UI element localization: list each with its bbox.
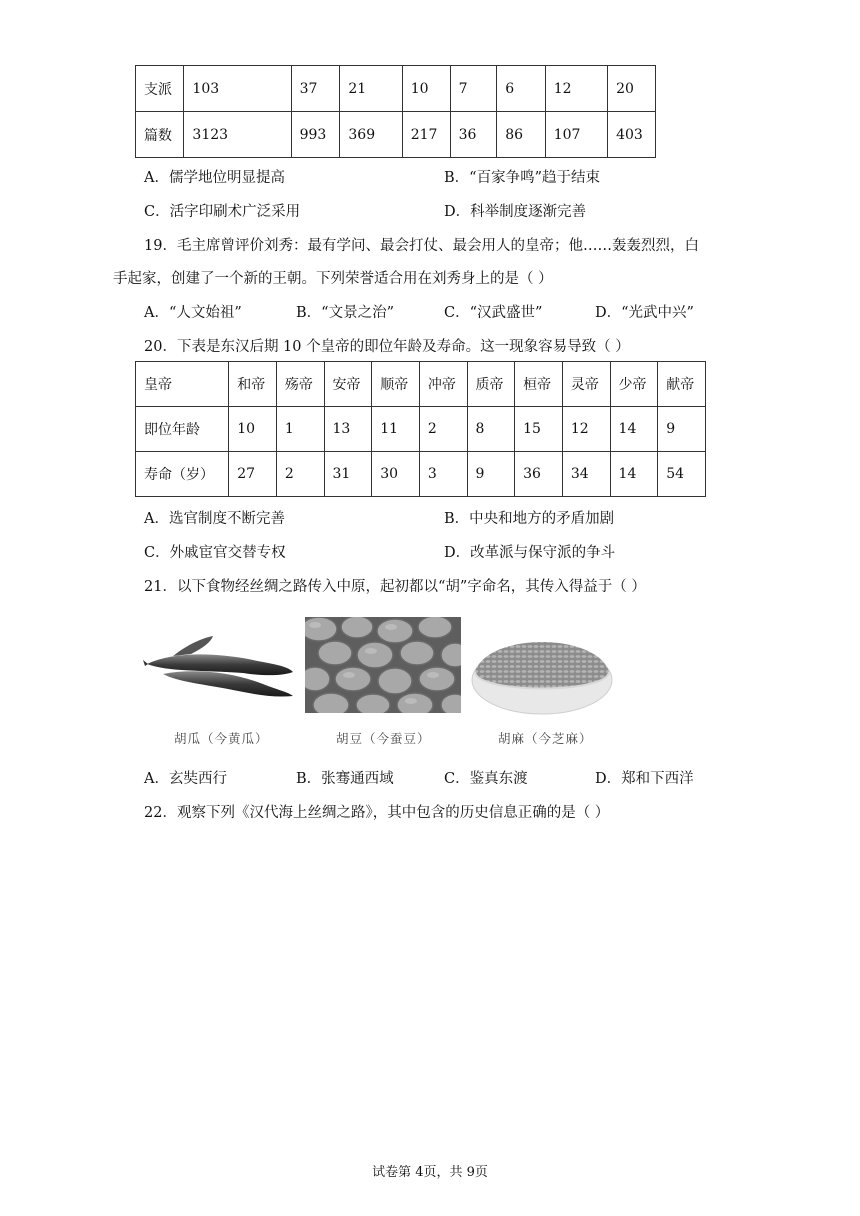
table-cell: 34 [562, 452, 610, 497]
table-cell: 2 [419, 407, 467, 452]
q19-stem-line2: 手起家，创建了一个新的王朝。下列荣誉适合用在刘秀身上的是（ ） [113, 271, 553, 287]
caption-broad-bean: 胡豆（今蚕豆） [336, 731, 431, 746]
table-cell: 和帝 [229, 362, 277, 407]
q21-stem: 21．以下食物经丝绸之路传入中原，起初都以“胡”字命名，其传入得益于（ ） [144, 579, 646, 595]
table-row [136, 112, 656, 158]
table-cell: 86 [497, 112, 546, 158]
table-cell: 灵帝 [562, 362, 610, 407]
table-cell: 冲帝 [419, 362, 467, 407]
q21-option-c: C．鉴真东渡 [444, 771, 528, 787]
table-cell: 15 [515, 407, 563, 452]
table-cell: 8 [467, 407, 515, 452]
q18-option-b: B．“百家争鸣”趋于结束 [444, 170, 600, 186]
table-cell: 14 [610, 452, 658, 497]
table-row [136, 66, 656, 112]
q20-option-c: C．外戚宦官交替专权 [144, 545, 286, 561]
table-cell: 3 [419, 452, 467, 497]
table-cell: 14 [610, 407, 658, 452]
table-cell: 403 [608, 112, 656, 158]
q19-option-c: C．“汉武盛世” [444, 305, 543, 321]
table-cell: 桓帝 [515, 362, 563, 407]
q22-stem: 22．观察下列《汉代海上丝绸之路》，其中包含的历史信息正确的是（ ） [144, 805, 610, 821]
q20-table [135, 361, 706, 497]
q21-option-d: D．郑和下西洋 [595, 771, 694, 787]
q18-table [135, 65, 656, 158]
q20-stem: 20．下表是东汉后期 10 个皇帝的即位年龄及寿命。这一现象容易导致（ ） [144, 339, 630, 355]
sesame-image [467, 624, 617, 716]
table-cell: 7 [450, 66, 497, 112]
q20-option-a: A．选官制度不断完善 [144, 511, 285, 527]
q20-option-b: B．中央和地方的矛盾加剧 [444, 511, 615, 527]
q19-stem-line1: 19．毛主席曾评价刘秀：最有学问、最会打仗、最会用人的皇帝；他……轰轰烈烈，白 [144, 238, 699, 254]
table-cell: 1 [276, 407, 324, 452]
q18-option-c: C．活字印刷术广泛采用 [144, 204, 301, 220]
table-row [136, 407, 706, 452]
table-cell: 殇帝 [276, 362, 324, 407]
table-cell: 12 [545, 66, 607, 112]
table-cell: 31 [324, 452, 372, 497]
table-cell: 54 [658, 452, 706, 497]
q21-option-b: B．张骞通西域 [296, 771, 394, 787]
table-cell: 217 [402, 112, 450, 158]
table-cell: 103 [184, 66, 291, 112]
table-cell: 少帝 [610, 362, 658, 407]
row-label: 皇帝 [136, 362, 229, 407]
cucumber-image [143, 630, 295, 700]
row-label: 即位年龄 [136, 407, 229, 452]
q19-option-d: D．“光武中兴” [595, 305, 694, 321]
row-label: 支派 [136, 66, 184, 112]
table-cell: 安帝 [324, 362, 372, 407]
table-cell: 9 [467, 452, 515, 497]
broad-bean-image [305, 617, 461, 713]
row-label: 寿命（岁） [136, 452, 229, 497]
table-cell: 2 [276, 452, 324, 497]
table-cell: 13 [324, 407, 372, 452]
table-cell: 36 [515, 452, 563, 497]
page-footer: 试卷第 4页，共 9页 [372, 1165, 488, 1180]
table-cell: 107 [545, 112, 607, 158]
table-cell: 3123 [184, 112, 291, 158]
table-cell: 12 [562, 407, 610, 452]
table-cell: 质帝 [467, 362, 515, 407]
table-cell: 21 [340, 66, 402, 112]
q18-option-a: A．儒学地位明显提高 [144, 170, 285, 186]
table-cell: 10 [229, 407, 277, 452]
table-cell: 顺帝 [372, 362, 420, 407]
table-cell: 10 [402, 66, 450, 112]
table-cell: 993 [291, 112, 340, 158]
table-cell: 36 [450, 112, 497, 158]
q19-option-a: A．“人文始祖” [144, 305, 242, 321]
table-row [136, 362, 706, 407]
table-cell: 37 [291, 66, 340, 112]
caption-sesame: 胡麻（今芝麻） [498, 731, 593, 746]
table-cell: 6 [497, 66, 546, 112]
table-cell: 献帝 [658, 362, 706, 407]
table-cell: 369 [340, 112, 402, 158]
q19-option-b: B．“文景之治” [296, 305, 394, 321]
caption-cucumber: 胡瓜（今黄瓜） [174, 731, 269, 746]
row-label: 篇数 [136, 112, 184, 158]
q18-option-d: D．科举制度逐渐完善 [444, 204, 587, 220]
q21-option-a: A．玄奘西行 [144, 771, 227, 787]
table-cell: 20 [608, 66, 656, 112]
table-row [136, 452, 706, 497]
table-cell: 11 [372, 407, 420, 452]
table-cell: 30 [372, 452, 420, 497]
table-cell: 9 [658, 407, 706, 452]
table-cell: 27 [229, 452, 277, 497]
q20-option-d: D．改革派与保守派的争斗 [444, 545, 616, 561]
